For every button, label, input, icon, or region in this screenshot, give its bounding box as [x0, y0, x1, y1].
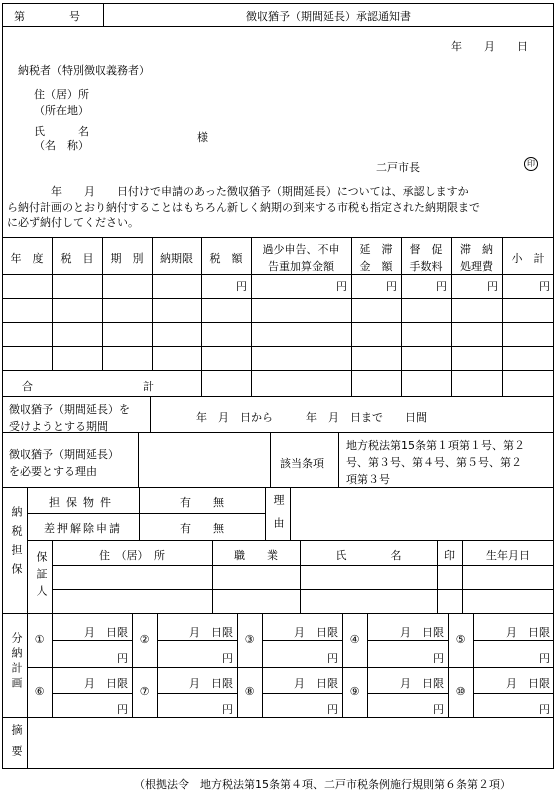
- reason-label-line-1: 徴収猶予（期間延長）: [9, 448, 119, 461]
- divider: [157, 693, 237, 694]
- yen-unit: 円: [386, 280, 397, 293]
- divider: [265, 487, 266, 540]
- period-label-line-1: 徴収猶予（期間延長）を: [9, 403, 130, 416]
- installment-number: ①: [34, 633, 45, 646]
- yen-unit: 円: [336, 280, 347, 293]
- col-header-tax-amount: 税 額: [209, 252, 243, 265]
- seizure-release-label: 差押解除申請: [44, 522, 122, 535]
- divider: [473, 693, 554, 694]
- divider: [27, 540, 554, 541]
- installment-deadline: 月 日限: [294, 626, 338, 639]
- reason-side-label: 理由: [272, 494, 285, 540]
- remarks-side-label: 摘要: [10, 724, 23, 766]
- body-text-line-3: に必ず納付してください。: [7, 216, 139, 229]
- yen-unit: 円: [222, 652, 233, 665]
- yen-unit: 円: [487, 280, 498, 293]
- issue-date: 年 月 日: [451, 40, 528, 53]
- divider: [262, 693, 342, 694]
- divider: [290, 487, 291, 540]
- legal-basis-footer: （根拠法令 地方税法第15条第４項、二戸市税条例施行規則第６条第２項）: [134, 778, 511, 791]
- taxpayer-label: 納税者（特別徴収義務者）: [18, 64, 150, 77]
- installment-deadline: 月 日限: [506, 626, 550, 639]
- divider: [2, 370, 554, 371]
- yen-unit: 円: [117, 652, 128, 665]
- installment-number: ⑥: [34, 685, 45, 698]
- installment-deadline: 月 日限: [84, 626, 128, 639]
- installment-number: ⑧: [244, 685, 255, 698]
- yen-unit: 円: [433, 652, 444, 665]
- guarantor-header-seal: 印: [444, 549, 455, 562]
- col-header-tax-item: 税 目: [60, 252, 94, 265]
- divider: [2, 346, 554, 347]
- installment-number: ②: [139, 633, 150, 646]
- col-header-subtotal: 小 計: [511, 252, 545, 265]
- name-label: 氏 名: [34, 125, 89, 138]
- installment-number: ⑨: [349, 685, 360, 698]
- yen-unit: 円: [539, 280, 550, 293]
- divider: [2, 298, 554, 299]
- installment-number: ④: [349, 633, 360, 646]
- guarantor-header-address: 住 （居） 所: [99, 549, 165, 562]
- divider: [2, 717, 554, 718]
- col-header-delinquency-line-1: 延 滞: [359, 243, 393, 256]
- period-label-line-2: 受けようとする期間: [9, 420, 108, 433]
- divider: [448, 613, 449, 717]
- col-header-penalty-line-2: 告重加算金額: [268, 260, 334, 273]
- seal-mark: 印: [524, 157, 538, 171]
- body-text-line-2: ら納付計画のとおり納付することはもちろん新しく納期の到来する市税も指定された納期限まで: [7, 201, 480, 214]
- divider: [2, 237, 554, 238]
- collateral-yes-no: 有 無: [180, 496, 224, 509]
- col-header-processing-line-1: 滞 納: [460, 243, 493, 256]
- installment-number: ⑦: [139, 685, 150, 698]
- divider: [367, 640, 448, 641]
- yen-unit: 円: [539, 703, 550, 716]
- plan-side-label: 分納計画: [10, 632, 23, 692]
- total-label: 合 計: [22, 380, 154, 393]
- divider: [52, 693, 132, 694]
- article-label: 該当条項: [280, 457, 324, 470]
- col-header-processing-line-2: 処理費: [460, 260, 493, 273]
- col-header-delinquency-line-2: 金 額: [359, 260, 393, 273]
- col-header-dunning-line-1: 督 促: [409, 243, 443, 256]
- divider: [27, 717, 28, 769]
- col-header-dunning-line-2: 手数料: [409, 260, 443, 273]
- issuer-name: 二戸市長: [376, 161, 420, 174]
- security-side-label: 納税担保: [10, 506, 23, 582]
- installment-deadline: 月 日限: [506, 677, 550, 690]
- divider: [52, 565, 554, 566]
- divider: [2, 322, 554, 323]
- yen-unit: 円: [436, 280, 447, 293]
- divider: [2, 274, 554, 275]
- divider: [270, 432, 271, 487]
- divider: [52, 640, 132, 641]
- address-label: 住（居）所: [34, 88, 89, 101]
- installment-number: ⑩: [455, 685, 466, 698]
- divider: [52, 589, 554, 590]
- yen-unit: 円: [236, 280, 247, 293]
- article-text-line-2: 号、第３号、第４号、第５号、第２: [346, 456, 522, 469]
- yen-unit: 円: [539, 652, 550, 665]
- installment-deadline: 月 日限: [294, 677, 338, 690]
- col-header-period: 期 別: [110, 252, 144, 265]
- divider: [338, 432, 339, 487]
- yen-unit: 円: [327, 652, 338, 665]
- yen-unit: 円: [222, 703, 233, 716]
- divider: [237, 613, 238, 717]
- divider: [367, 693, 448, 694]
- installment-deadline: 月 日限: [400, 677, 444, 690]
- installment-deadline: 月 日限: [189, 677, 233, 690]
- divider: [262, 640, 342, 641]
- guarantor-header-occupation: 職 業: [234, 549, 278, 562]
- period-value: 年 月 日から 年 月 日まで 日間: [196, 411, 427, 424]
- divider: [150, 396, 151, 432]
- address-sub-label: （所在地）: [34, 104, 89, 117]
- reason-label-line-2: を必要とする理由: [9, 465, 97, 478]
- divider: [138, 432, 139, 487]
- yen-unit: 円: [327, 703, 338, 716]
- col-header-penalty-line-1: 過少申告、不申: [262, 243, 340, 256]
- honorific: 様: [197, 131, 208, 144]
- collateral-label: 担保物件: [49, 496, 117, 509]
- divider: [342, 613, 343, 717]
- installment-number: ③: [244, 633, 255, 646]
- divider: [132, 613, 133, 717]
- yen-unit: 円: [433, 703, 444, 716]
- col-header-due-date: 納期限: [160, 252, 193, 265]
- document-title: 徴収猶予（期間延長）承認通知書: [246, 10, 411, 23]
- installment-deadline: 月 日限: [189, 626, 233, 639]
- article-text-line-3: 項第３号: [346, 473, 390, 486]
- divider: [2, 487, 554, 488]
- installment-deadline: 月 日限: [84, 677, 128, 690]
- divider: [27, 513, 265, 514]
- yen-unit: 円: [117, 703, 128, 716]
- guarantor-header-birthdate: 生年月日: [486, 549, 530, 562]
- guarantor-header-name: 氏 名: [335, 549, 402, 562]
- divider: [27, 613, 28, 717]
- body-text-line-1: 年 月 日付けで申請のあった徴収猶予（期間延長）については、承認しますか: [7, 185, 469, 198]
- col-header-year: 年 度: [10, 252, 44, 265]
- installment-number: ⑤: [455, 633, 466, 646]
- release-yes-no: 有 無: [180, 522, 224, 535]
- installment-deadline: 月 日限: [400, 626, 444, 639]
- divider: [473, 640, 554, 641]
- article-text-line-1: 地方税法第15条第１項第１号、第２: [346, 439, 525, 452]
- divider: [2, 26, 554, 27]
- divider: [27, 667, 554, 668]
- guarantor-side-label: 保証人: [35, 551, 48, 602]
- name-sub-label: （名 称）: [34, 139, 89, 152]
- divider: [2, 396, 554, 397]
- divider: [157, 640, 237, 641]
- number-label: 第 号: [14, 10, 80, 23]
- divider: [2, 613, 554, 614]
